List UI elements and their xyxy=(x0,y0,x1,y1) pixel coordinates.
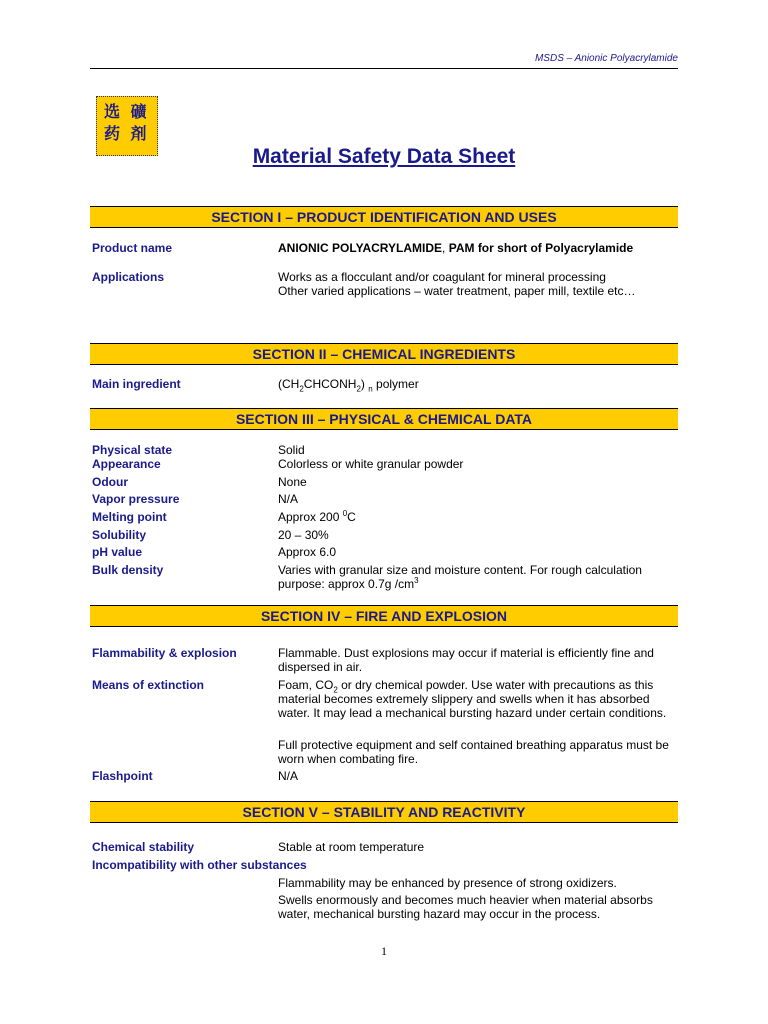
value-odour: None xyxy=(278,475,307,489)
running-header: MSDS – Anionic Polyacrylamide xyxy=(90,52,678,69)
value-melting-point xyxy=(278,510,678,524)
extinction-text-2: or dry chemical powder. Use water with precautions as this material becomes extremely slippery and swells when it has absorbed water. It may lead a mechanical bursting hazard under certain conditions. xyxy=(278,678,667,720)
degree-sup: 0 xyxy=(342,509,348,518)
label-bulk-density: Bulk density xyxy=(92,563,164,577)
document-title xyxy=(0,145,768,169)
label-chemical-stability: Chemical stability xyxy=(92,840,195,854)
value-physical-state: Solid xyxy=(278,443,305,457)
label-flammability: Flammability & explosion xyxy=(92,646,237,660)
section-heading-3: SECTION III – PHYSICAL & CHEMICAL DATA xyxy=(90,408,678,430)
extinction-text: Foam, CO xyxy=(278,678,334,692)
co2-sub: 2 xyxy=(333,685,338,695)
melting-point-text: Approx 200 xyxy=(278,510,343,524)
value-applications-2: Other varied applications – water treatment, paper mill, textile etc… xyxy=(278,284,636,298)
label-physical-state: Physical state xyxy=(92,443,173,457)
value-solubility: 20 – 30% xyxy=(278,528,329,542)
label-vapor-pressure: Vapor pressure xyxy=(92,492,180,506)
logo-line-2: 药 剤 xyxy=(104,126,150,143)
label-incompatibility: Incompatibility with other substances xyxy=(92,858,307,872)
label-applications: Applications xyxy=(92,270,165,284)
section-heading-2: SECTION II – CHEMICAL INGREDIENTS xyxy=(90,343,678,365)
value-applications-1: Works as a flocculant and/or coagulant for mineral processing xyxy=(278,270,606,284)
value-main-ingredient xyxy=(278,377,678,394)
formula-part: polymer xyxy=(376,377,419,391)
value-vapor-pressure: N/A xyxy=(278,492,299,506)
cubic-sup: 3 xyxy=(414,576,419,585)
label-odour: Odour xyxy=(92,475,128,489)
formula-sub: 2 xyxy=(299,384,304,394)
product-name-bold: ANIONIC POLYACRYLAMIDE xyxy=(278,241,443,255)
formula-part: CHCONH xyxy=(303,377,357,391)
formula-part: ) xyxy=(360,377,365,391)
label-solubility: Solubility xyxy=(92,528,146,542)
label-appearance: Appearance xyxy=(92,457,161,471)
value-ph-value: Approx 6.0 xyxy=(278,545,337,559)
value-flammability: Flammable. Dust explosions may occur if material is efficiently fine and dispersed in air. xyxy=(278,646,654,674)
logo-line-1: 选 礦 xyxy=(104,104,150,121)
value-means-of-extinction xyxy=(278,678,678,720)
value-incompatibility-1: Flammability may be enhanced by presence of strong oxidizers. xyxy=(278,876,617,890)
label-product-name: Product name xyxy=(92,241,173,255)
formula-sub: n xyxy=(368,384,373,394)
page-number: 1 xyxy=(381,944,387,958)
value-appearance: Colorless or white granular powder xyxy=(278,457,464,471)
bulk-density-text: purpose: approx 0.7g /cm xyxy=(278,577,415,591)
label-means-of-extinction: Means of extinction xyxy=(92,678,205,692)
section-heading-1: SECTION I – PRODUCT IDENTIFICATION AND USES xyxy=(90,206,678,228)
label-melting-point: Melting point xyxy=(92,510,167,524)
value-protective-equipment: Full protective equipment and self contained breathing apparatus must be worn when combating fire. xyxy=(278,738,669,766)
label-flashpoint: Flashpoint xyxy=(92,769,153,783)
product-name-bold-2: PAM for short of Polyacrylamide xyxy=(448,241,634,255)
formula-part: (CH xyxy=(278,377,300,391)
formula-sub: 2 xyxy=(356,384,361,394)
value-chemical-stability: Stable at room temperature xyxy=(278,840,425,854)
melting-point-unit: C xyxy=(347,510,356,524)
value-bulk-density-1: Varies with granular size and moisture content. For rough calculation xyxy=(278,563,642,577)
label-ph-value: pH value xyxy=(92,545,143,559)
value-product-name xyxy=(278,241,678,255)
label-main-ingredient: Main ingredient xyxy=(92,377,181,391)
value-bulk-density-2 xyxy=(278,577,678,591)
section-heading-5: SECTION V – STABILITY AND REACTIVITY xyxy=(90,801,678,823)
value-incompatibility-2: Swells enormously and becomes much heavier when material absorbs water, mechanical bursting hazard may occur in the process. xyxy=(278,893,653,921)
section-heading-4: SECTION IV – FIRE AND EXPLOSION xyxy=(90,605,678,627)
document-title-text: Material Safety Data Sheet xyxy=(252,145,516,168)
product-name-sep: , xyxy=(442,241,449,255)
value-flashpoint: N/A xyxy=(278,769,299,783)
